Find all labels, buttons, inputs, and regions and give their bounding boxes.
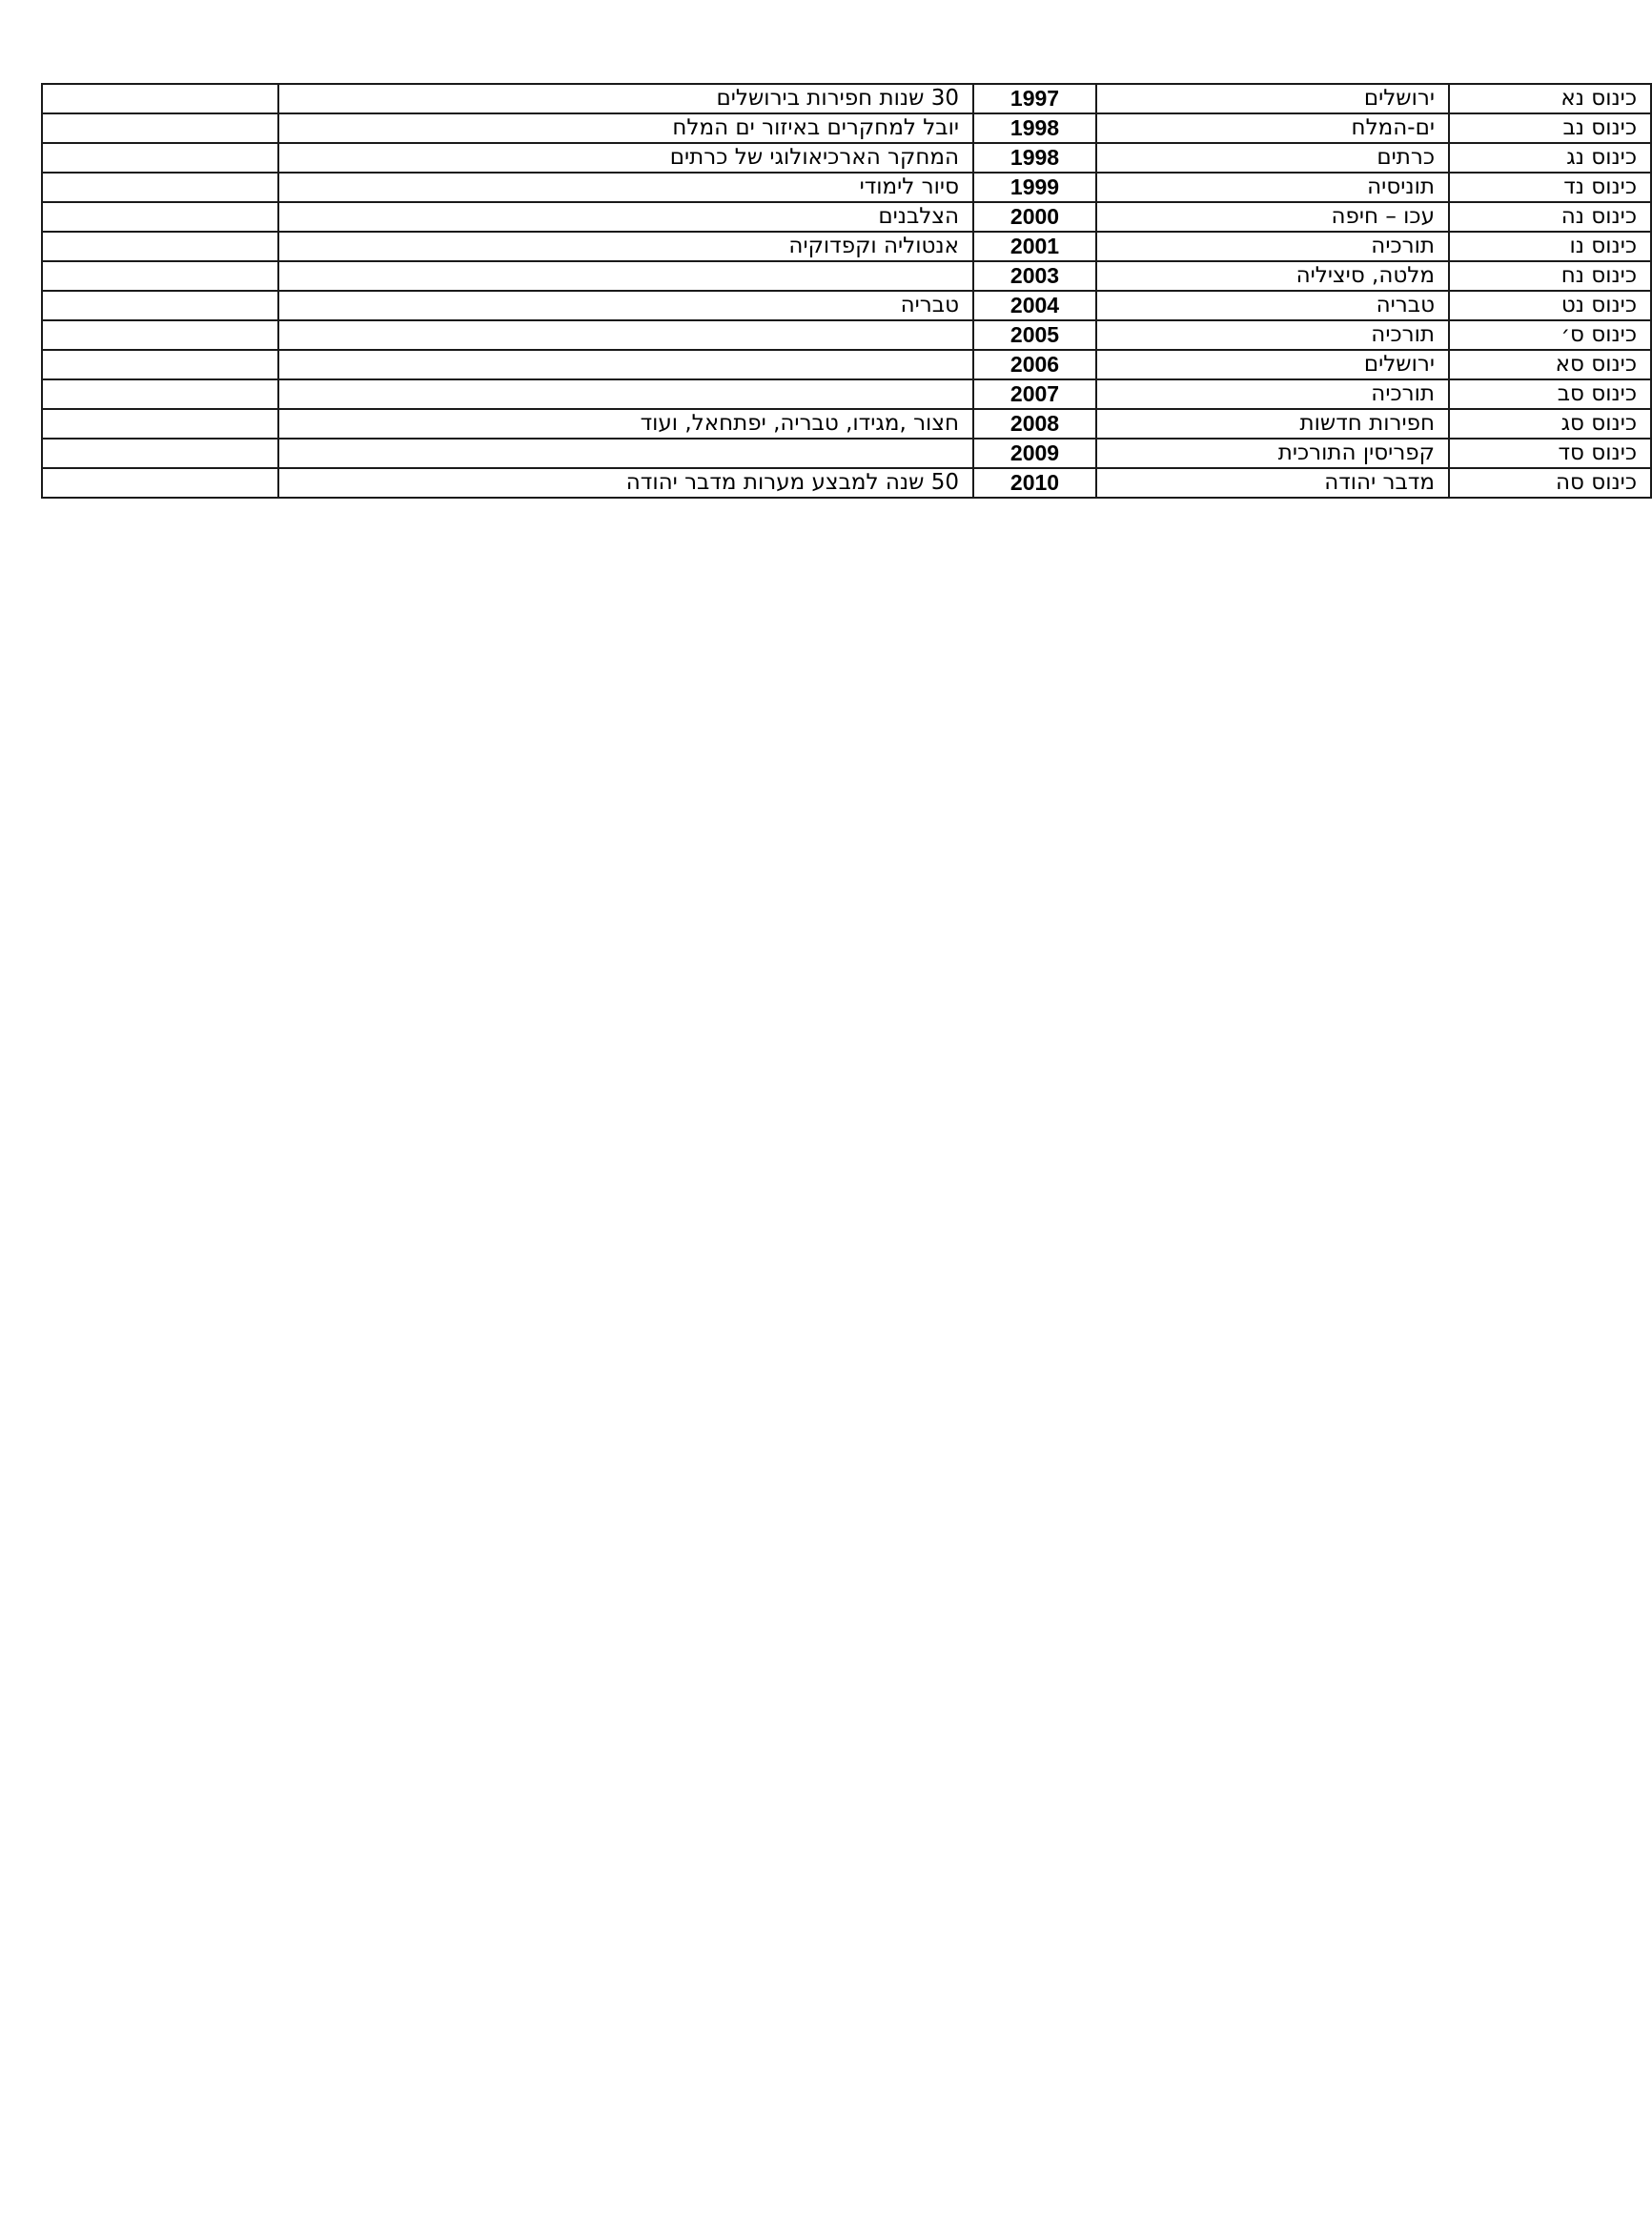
conference-name-cell: כינוס סא (1449, 350, 1651, 379)
topic-cell (278, 379, 973, 409)
table-row (42, 232, 1651, 261)
conference-name-cell: כינוס סה (1449, 468, 1651, 498)
location-cell: תורכיה (1096, 232, 1449, 261)
blank-cell (42, 291, 278, 320)
year-cell: 2000 (973, 202, 1096, 232)
blank-cell (42, 143, 278, 173)
location-cell: טבריה (1096, 291, 1449, 320)
year-cell: 1997 (973, 84, 1096, 113)
table-row (42, 468, 1651, 498)
conference-name-cell: כינוס נו (1449, 232, 1651, 261)
blank-cell (42, 173, 278, 202)
topic-cell: סיור לימודי (278, 173, 973, 202)
location-cell: תוניסיה (1096, 173, 1449, 202)
location-cell: מלטה, סיציליה (1096, 261, 1449, 291)
conference-name-cell: כינוס סב (1449, 379, 1651, 409)
year-cell: 2004 (973, 291, 1096, 320)
topic-cell: אנטוליה וקפדוקיה (278, 232, 973, 261)
location-cell: מדבר יהודה (1096, 468, 1449, 498)
location-cell: קפריסין התורכית (1096, 439, 1449, 468)
table-row (42, 143, 1651, 173)
conference-name-cell: כינוס נד (1449, 173, 1651, 202)
location-cell: כרתים (1096, 143, 1449, 173)
location-cell: ים-המלח (1096, 113, 1449, 143)
conference-name-cell: כינוס נג (1449, 143, 1651, 173)
topic-cell (278, 261, 973, 291)
topic-cell: 30 שנות חפירות בירושלים (278, 84, 973, 113)
year-cell: 1998 (973, 113, 1096, 143)
year-cell: 1998 (973, 143, 1096, 173)
location-cell: חפירות חדשות (1096, 409, 1449, 439)
blank-cell (42, 439, 278, 468)
year-cell: 2001 (973, 232, 1096, 261)
blank-cell (42, 409, 278, 439)
year-cell: 2009 (973, 439, 1096, 468)
topic-cell: 50 שנה למבצע מערות מדבר יהודה (278, 468, 973, 498)
topic-cell: הצלבנים (278, 202, 973, 232)
blank-cell (42, 379, 278, 409)
table-row (42, 113, 1651, 143)
table-row (42, 350, 1651, 379)
topic-cell (278, 439, 973, 468)
topic-cell: המחקר הארכיאולוגי של כרתים (278, 143, 973, 173)
topic-cell (278, 320, 973, 350)
blank-cell (42, 202, 278, 232)
blank-cell (42, 320, 278, 350)
blank-cell (42, 84, 278, 113)
location-cell: ירושלים (1096, 350, 1449, 379)
table-row (42, 320, 1651, 350)
conference-name-cell: כינוס סג (1449, 409, 1651, 439)
blank-cell (42, 261, 278, 291)
conference-name-cell: כינוס נא (1449, 84, 1651, 113)
conferences-table (41, 83, 1652, 499)
table-row (42, 379, 1651, 409)
year-cell: 2003 (973, 261, 1096, 291)
year-cell: 2005 (973, 320, 1096, 350)
topic-cell: טבריה (278, 291, 973, 320)
blank-cell (42, 232, 278, 261)
conference-name-cell: כינוס נח (1449, 261, 1651, 291)
table-row (42, 202, 1651, 232)
conference-name-cell: כינוס נה (1449, 202, 1651, 232)
year-cell: 2006 (973, 350, 1096, 379)
conferences-table-body (42, 84, 1651, 498)
blank-cell (42, 468, 278, 498)
topic-cell: חצור ,מגידו, טבריה, יפתחאל, ועוד (278, 409, 973, 439)
table-row (42, 291, 1651, 320)
table-row (42, 439, 1651, 468)
table-row (42, 409, 1651, 439)
year-cell: 2010 (973, 468, 1096, 498)
location-cell: עכו – חיפה (1096, 202, 1449, 232)
location-cell: תורכיה (1096, 320, 1449, 350)
topic-cell: יובל למחקרים באיזור ים המלח (278, 113, 973, 143)
location-cell: ירושלים (1096, 84, 1449, 113)
year-cell: 2007 (973, 379, 1096, 409)
year-cell: 1999 (973, 173, 1096, 202)
topic-cell (278, 350, 973, 379)
location-cell: תורכיה (1096, 379, 1449, 409)
table-row (42, 84, 1651, 113)
conference-name-cell: כינוס נב (1449, 113, 1651, 143)
conference-name-cell: כינוס סד (1449, 439, 1651, 468)
conference-name-cell: כינוס נט (1449, 291, 1651, 320)
table-row (42, 261, 1651, 291)
table-row (42, 173, 1651, 202)
year-cell: 2008 (973, 409, 1096, 439)
blank-cell (42, 350, 278, 379)
conference-name-cell: כינוס ס׳ (1449, 320, 1651, 350)
blank-cell (42, 113, 278, 143)
